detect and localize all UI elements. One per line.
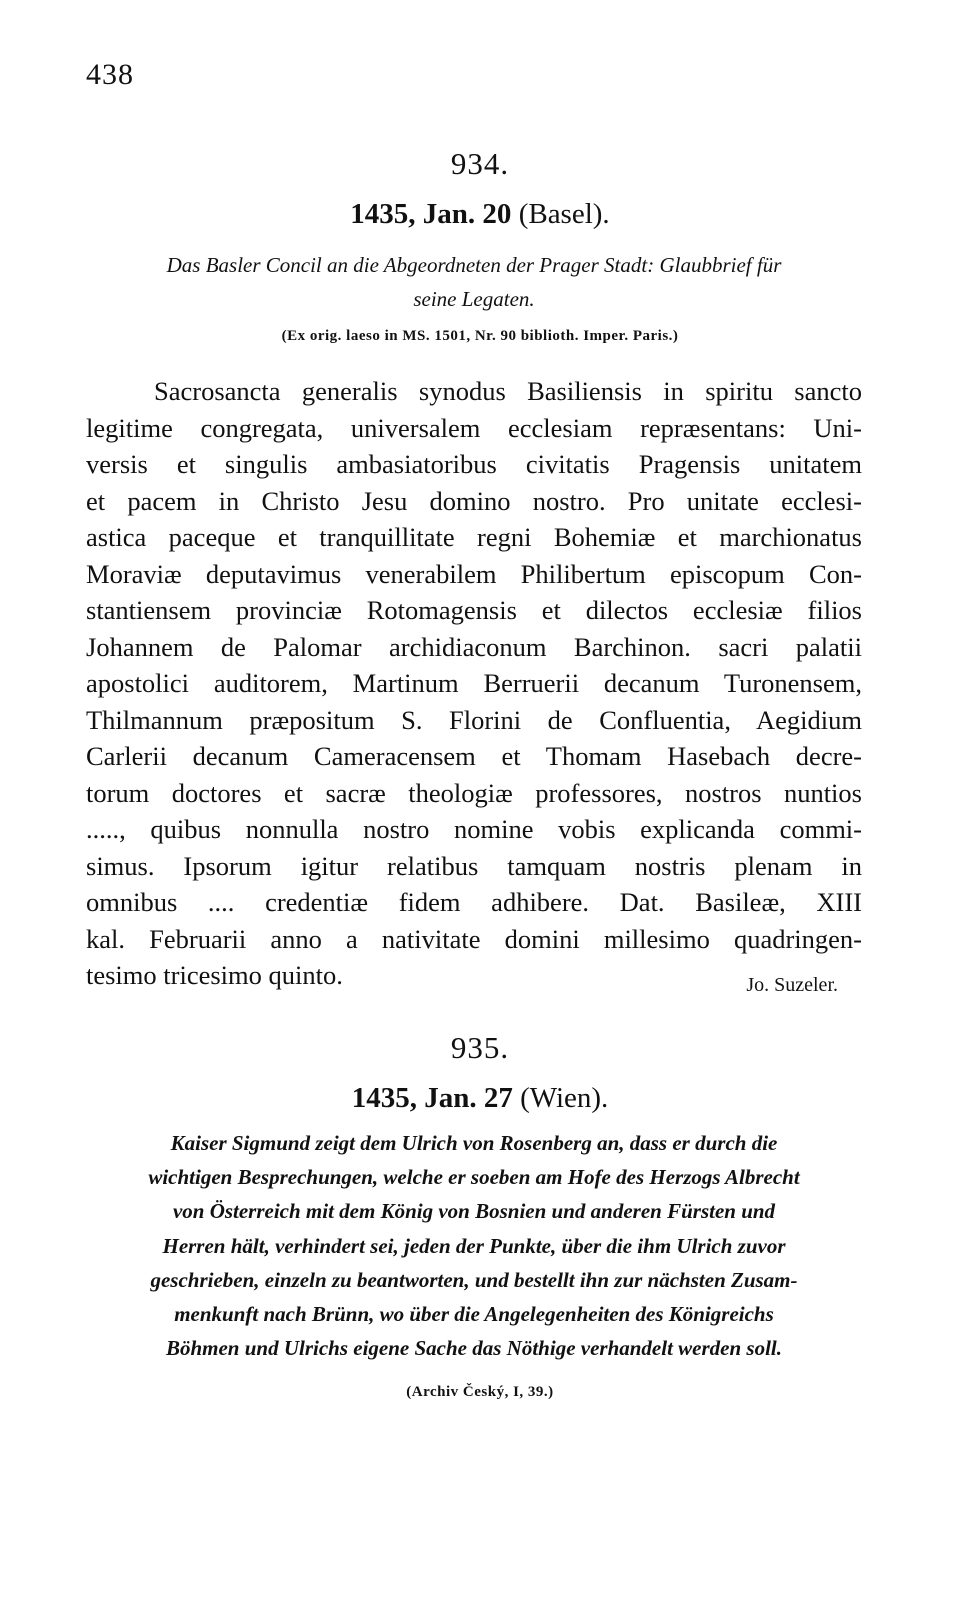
date-bold: 1435, Jan. 27 [351,1082,513,1114]
summary-line: Kaiser Sigmund zeigt dem Ulrich von Rosenberg an, dass er durch die [170,1131,778,1155]
text-line: Johannem de Palomar archidiaconum Barchinon. sacri palatii [86,631,862,662]
text-line: et pacem in Christo Jesu domino nostro. Pro unitate ecclesi- [86,485,862,516]
document-number-934: 934. [450,146,510,181]
summary-line: geschrieben, einzeln zu beantworten, und bestellt ihn zur nächsten Zusam- [150,1267,798,1292]
summary-line: Herren hält, verhindert sei, jeden der Punkte, über die ihm Ulrich zuvor [162,1233,786,1258]
source-note-935: (Archiv Český, I, 39.) [406,1384,554,1400]
document-date-934 [0,198,960,231]
document-summary-935 [86,1126,862,1365]
signature-934: Jo. Suzeler. [746,974,838,996]
text-line: Moraviæ deputavimus venerabilem Philibertum episcopum Con- [86,558,862,589]
text-line: omnibus .... credentiæ fidem adhibere. Dat. Basileæ, XIII [86,887,862,917]
source-note-934: (Ex orig. laeso in MS. 1501, Nr. 90 biblioth. Imper. Paris.) [281,328,679,344]
text-line: simus. Ipsorum igitur relatibus tamquam nostris plenam in [86,850,862,881]
text-line: apostolici auditorem, Martinum Berruerii decanum Turonensem, [86,668,862,698]
text-line: ....., quibus nonnulla nostro nomine vobis explicanda commi- [86,814,862,844]
summary-line: von Österreich mit dem König von Bosnien und anderen Fürsten und [172,1199,776,1224]
summary-line: menkunft nach Brünn, wo über die Angelegenheiten des Königreichs [174,1302,774,1327]
text-line: versis et singulis ambasiatoribus civitatis Pragensis unitatem [86,449,862,479]
document-number-935: 935. [450,1030,510,1065]
summary-line: wichtigen Besprechungen, welche er soeben am Hofe des Herzogs Albrecht [148,1165,800,1190]
text-line: legitime congregata, universalem ecclesiam repræsentans: Uni- [86,412,862,443]
text-line: Thilmannum præpositum S. Florini de Confluentia, Aegidium [86,704,862,735]
text-line: astica paceque et tranquillitate regni Bohemiæ et marchionatus [86,522,862,552]
text-line: Carlerii decanum Cameracensem et Thomam Hasebach decre- [86,741,862,771]
summary-line: seine Legaten. [413,287,535,311]
date-place: (Wien). [520,1082,609,1114]
summary-line: Das Basler Concil an die Abgeordneten der Prager Stadt: Glaubbrief für [166,253,782,277]
document-text-934 [86,373,862,994]
text-line: kal. Februarii anno a nativitate domini millesimo quadringen- [86,923,862,954]
text-line: Sacrosancta generalis synodus Basiliensis in spiritu sancto [154,376,862,406]
text-line: stantiensem provinciæ Rotomagensis et dilectos ecclesiæ filios [86,595,862,625]
date-place: (Basel). [518,198,610,230]
text-line: torum doctores et sacræ theologiæ professores, nostros nuntios [86,777,862,808]
summary-line: Böhmen und Ulrichs eigene Sache das Nöthige verhandelt werden soll. [165,1336,783,1361]
date-bold: 1435, Jan. 20 [350,198,512,230]
text-line: tesimo tricesimo quinto. [86,960,343,990]
document-date-935 [0,1082,960,1115]
document-summary-934 [86,248,862,316]
page-number: 438 [86,58,134,91]
